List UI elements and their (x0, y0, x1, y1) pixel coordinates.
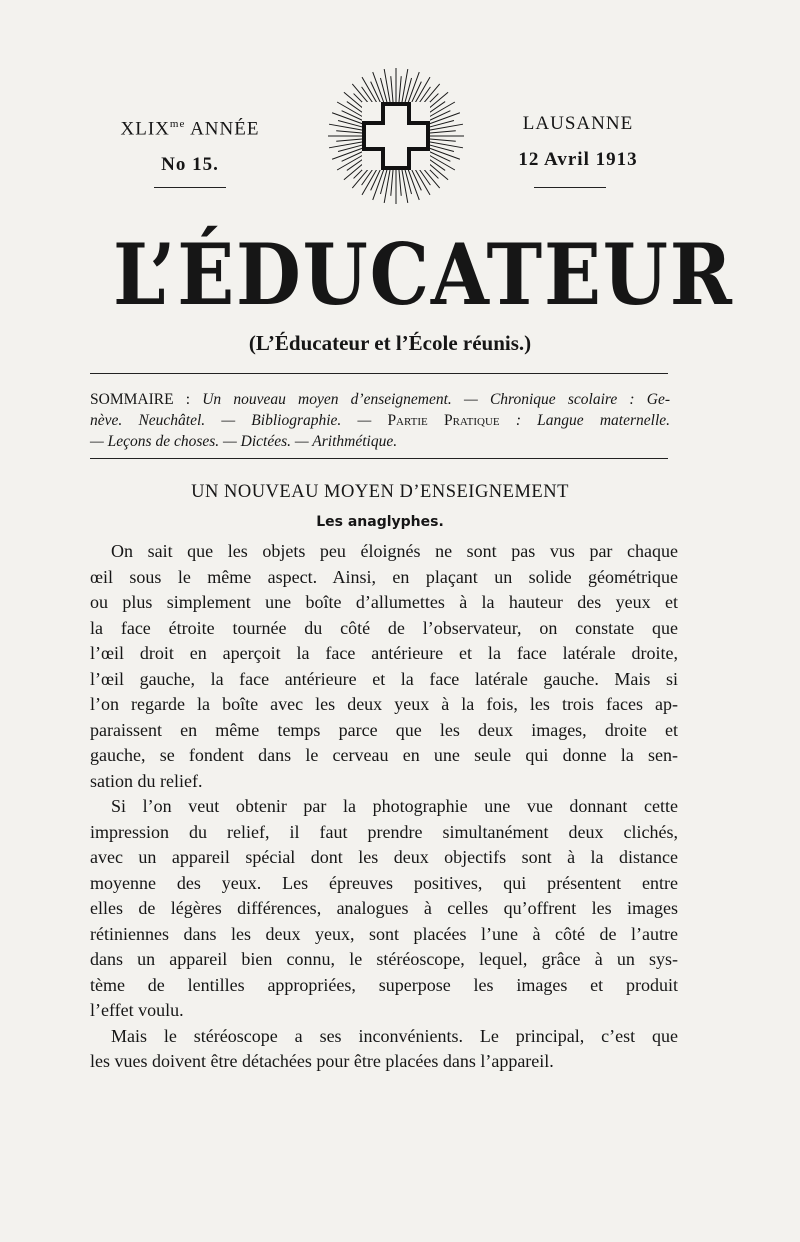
sunburst-ray (336, 131, 362, 133)
year-suffix: me (169, 118, 186, 130)
journal-subtitle: (L’Éducateur et l’École réunis.) (248, 331, 532, 355)
article-title: UN NOUVEAU MOYEN D’ENSEIGNEMENT (191, 482, 569, 502)
sunburst-ray (430, 131, 456, 133)
sunburst-ray (402, 69, 408, 102)
header-rule-left (154, 187, 226, 188)
sunburst-ray (391, 76, 393, 102)
sunburst-ray (384, 169, 390, 202)
paragraph-line: l’œil gauche, la face antérieure et la face latérale gauche. Mais si (90, 668, 678, 689)
paragraph-line: dans un appareil bien connu, le stéréoscope, lequel, grâce à un sys- (90, 949, 678, 969)
paragraph-line: œil sous le même aspect. Ainsi, en plaçant un solide géométrique (90, 566, 678, 587)
paragraph-line: impression du relief, il faut prendre simultanément deux clichés, (90, 821, 678, 842)
sunburst-ray (430, 139, 456, 141)
volume-year: $XLIX^{me}$ ANNÉE (120, 118, 260, 140)
paragraph-line: avec un appareil spécial dont les deux objectifs sont à la distance (90, 847, 678, 867)
sunburst-ray (391, 170, 393, 196)
paragraph-line: On sait que les objets peu éloignés ne sont pas vus par chaque (111, 541, 678, 561)
paragraph-line: ou plus simplement une boîte d’allumettes à la hauteur des yeux et (90, 592, 678, 612)
sunburst-ray (399, 170, 401, 196)
sunburst-ray (336, 139, 362, 141)
summary-bottom-rule (90, 458, 668, 459)
table-of-contents (90, 389, 670, 452)
paragraph-line: l’on regarde la boîte avec les deux yeux à la fois, les trois faces ap- (90, 694, 678, 714)
volume-info (110, 106, 270, 183)
paragraph-line: moyenne des yeux. Les épreuves positives, qui présentent entre (90, 872, 678, 893)
sunburst-ray (429, 142, 462, 148)
sunburst-ray (384, 69, 390, 102)
paragraph-line: l’effet voulu. (90, 1000, 184, 1020)
paragraph-line: rétiniennes dans les deux yeux, sont placées l’une à côté de l’autre (90, 923, 678, 944)
sunburst-ray (329, 124, 362, 130)
paragraph-line: sation du relief. (90, 770, 203, 791)
paragraph-line: paraissent en même temps parce que les deux images, droite et (90, 719, 678, 740)
paragraph-line: Si l’on veut obtenir par la photographie une vue donnant cette (111, 796, 678, 816)
paragraph-line: les vues doivent être détachées pour être placées dans l’appareil. (90, 1051, 554, 1071)
place-date-info (488, 106, 668, 178)
summary-line: nève. Neuchâtel. — Bibliographie. — Partie Pratique : Langue maternelle. (90, 412, 671, 429)
header-rule-right (534, 187, 606, 188)
paragraph-line: l’œil droit en aperçoit la face antérieure et la face latérale droite, (90, 643, 678, 663)
paragraph-line: elles de légères différences, analogues à celles qu’offrent les images (90, 898, 678, 918)
paragraph-line: gauche, se fondent dans le cerveau en une seule qui donne la sen- (90, 745, 678, 765)
article-body (90, 539, 678, 1075)
paragraph-line: Mais le stéréoscope a ses inconvénients. Le principal, c’est que (111, 1025, 678, 1046)
swiss-cross-sunburst-icon (326, 66, 466, 206)
summary-line: SOMMAIRE : Un nouveau moyen d’enseignement. — Chronique scolaire : Ge- (90, 391, 670, 408)
paragraph-line: la face étroite tournée du côté de l’observateur, on constate que (90, 617, 678, 638)
summary-line: — Leçons de choses. — Dictées. — Arithmétique. (90, 433, 398, 450)
summary-section-name: Partie Pratique (387, 412, 500, 429)
sunburst-ray (329, 142, 362, 148)
issue-date: 12 Avril 1913 (518, 149, 638, 170)
city: LAUSANNE (522, 113, 634, 134)
paragraph-line: tème de lentilles appropriées, superpose les images et produit (90, 974, 678, 995)
article-subtitle: Les anaglyphes. (316, 514, 444, 530)
summary-top-rule (90, 373, 668, 374)
sunburst-ray (429, 124, 462, 130)
sunburst-ray (402, 169, 408, 202)
issue-number: No 15. (161, 154, 219, 176)
summary-label: SOMMAIRE : (90, 391, 191, 408)
journal-title: L’ÉDUCATEUR (113, 225, 734, 324)
sunburst-ray (399, 76, 401, 102)
